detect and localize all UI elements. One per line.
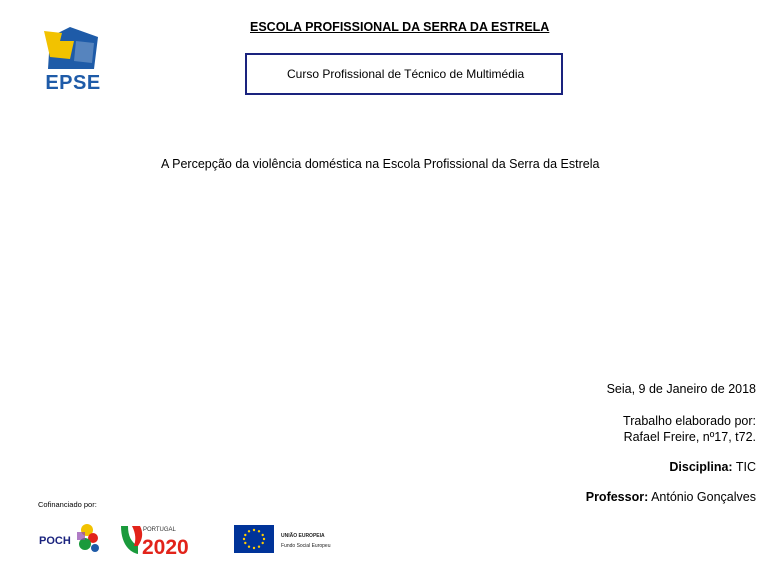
- course-title: Curso Profissional de Técnico de Multimédia: [287, 67, 525, 81]
- discipline-value: TIC: [735, 460, 756, 474]
- professor-line: [586, 490, 756, 504]
- portugal-label: PORTUGAL: [143, 527, 176, 533]
- poch-logo-icon: [37, 520, 101, 554]
- discipline-label: Disciplina:: [669, 460, 733, 474]
- professor-value: António Gonçalves: [651, 490, 756, 504]
- cofinanced-label: Cofinanciado por:: [38, 500, 97, 509]
- eu-flag-icon: [234, 525, 334, 553]
- author-label: Trabalho elaborado por:: [623, 414, 756, 428]
- professor-label: Professor:: [585, 490, 649, 504]
- document-subject: A Percepção da violência doméstica na Escola Profissional da Serra da Estrela: [161, 157, 600, 171]
- eu-label: UNIÃO EUROPEIA: [281, 533, 325, 539]
- portugal2020-logo-icon: [118, 522, 218, 556]
- eu-fund-label: Fundo Social Europeu: [281, 543, 331, 549]
- portugal-year: 2020: [142, 536, 189, 556]
- course-box: [245, 53, 563, 95]
- discipline-line: [669, 460, 756, 474]
- epse-logo-text: EPSE: [45, 72, 101, 94]
- school-title: ESCOLA PROFISSIONAL DA SERRA DA ESTRELA: [250, 20, 550, 34]
- poch-text: POCH: [39, 535, 71, 547]
- author-name: Rafael Freire, nº17, t72.: [623, 430, 756, 444]
- place-date: Seia, 9 de Janeiro de 2018: [606, 382, 756, 396]
